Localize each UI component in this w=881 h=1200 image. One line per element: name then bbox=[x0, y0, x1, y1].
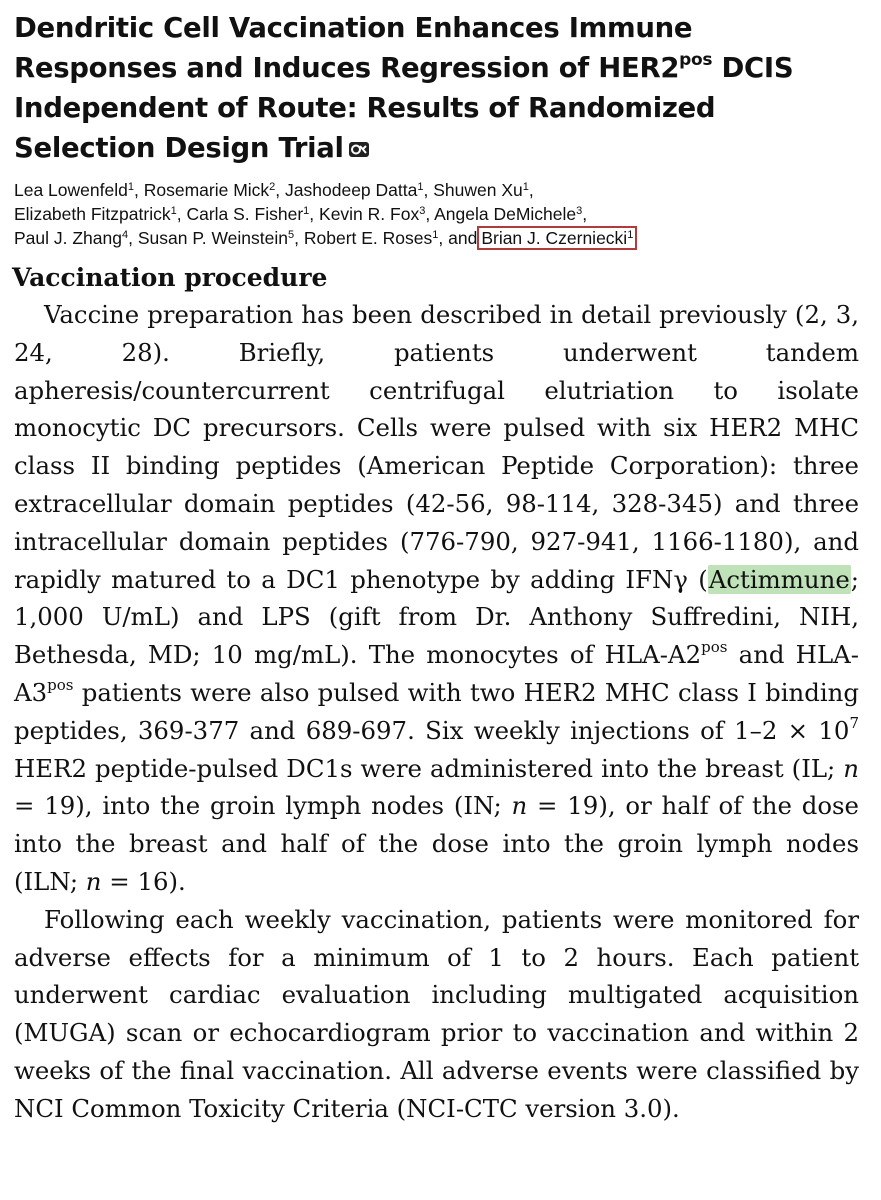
author[interactable]: Lea Lowenfeld$^1$ bbox=[14, 180, 134, 200]
author[interactable]: Paul J. Zhang$^4$ bbox=[14, 228, 129, 248]
paragraph-monitoring: Following each weekly vaccination, patients were monitored for adverse effects for a minimum of 1 to 2 hours. Each patient underwent cardiac evaluation including multigated acquisition (MUGA) scan or echocardiogram prior to vaccination and within 2 weeks of the final vaccination. All adverse events were classified by NCI Common Toxicity Criteria (NCI-CTC version 3.0). bbox=[14, 904, 859, 1123]
author[interactable]: Shuwen Xu$^1$ bbox=[433, 180, 529, 200]
title-superscript: pos bbox=[679, 50, 713, 70]
article-title bbox=[14, 8, 859, 168]
title-text-part2: DCIS Independent of Route: Results of Randomized Selection Design Trial bbox=[14, 52, 794, 164]
section-heading: Vaccination procedure bbox=[12, 263, 328, 292]
author[interactable]: Jashodeep Datta$^1$ bbox=[285, 180, 424, 200]
title-text-part1: Dendritic Cell Vaccination Enhances Immune Responses and Induces Regression of HER2 bbox=[14, 12, 693, 84]
author[interactable]: Robert E. Roses$^1$ bbox=[303, 228, 439, 248]
article-page bbox=[14, 8, 859, 1128]
author[interactable]: Susan P. Weinstein$^5$ bbox=[137, 228, 295, 248]
author[interactable]: Elizabeth Fitzpatrick$^1$ bbox=[14, 204, 177, 224]
author[interactable]: Carla S. Fisher$^1$ bbox=[186, 204, 310, 224]
author-list: Lea Lowenfeld$^1$, Rosemarie Mick$^2$, Jashodeep Datta$^1$, Shuwen Xu$^1$, Elizabeth Fitzpatrick$^1$, Carla S. Fisher$^1$, Kevin R. Fox$^3$, Angela DeMichele$^3$, Paul J. Zhang$^4$, Susan P. Weinstein$^5$, Robert E. Roses$^1$, and Brian J. Czerniecki$^1$ bbox=[14, 178, 859, 250]
open-access-icon[interactable] bbox=[348, 130, 370, 150]
author[interactable]: Rosemarie Mick$^2$ bbox=[143, 180, 276, 200]
author[interactable]: Kevin R. Fox$^3$ bbox=[319, 204, 426, 224]
paragraph-vaccine-preparation: Vaccine preparation has been described in detail previously (2, 3, 24, 28). Briefly, patients underwent tandem apheresis/countercurrent centrifugal elutriation to isolate monocytic DC precursors. Cells were pulsed with six HER2 MHC class II binding peptides (American Peptide Corporation): three extracellular domain peptides (42-56, 98-114, 328-345) and three intracellular domain peptides (776-790, 927-941, 1166-1180), and rapidly matured to a DC1 phenotype by adding IFNγ (Actimmune; 1,000 U/mL) and LPS (gift from Dr. Anthony Suffredini, NIH, Bethesda, MD; 10 mg/mL). The monocytes of HLA-$A2^{pos}$ and HLA-$A3^{pos}$ patients were also pulsed with two HER2 MHC class I binding peptides, 369-377 and 689-697. Six weekly injections of $1-2 \times 10^7$ HER2 peptide-pulsed DC1s were administered into the breast (IL; n = 19), into the groin lymph nodes (IN; n = 19), or half of the dose into the breast and half of the dose into the groin lymph nodes (ILN; n = 16). bbox=[14, 300, 860, 896]
highlighted-text[interactable]: Actimmune bbox=[708, 564, 850, 594]
highlighted-author[interactable]: Brian J. Czerniecki$^1$ bbox=[477, 226, 637, 250]
author[interactable]: Angela DeMichele$^3$ bbox=[434, 204, 583, 224]
authors-connector: and bbox=[448, 228, 478, 248]
